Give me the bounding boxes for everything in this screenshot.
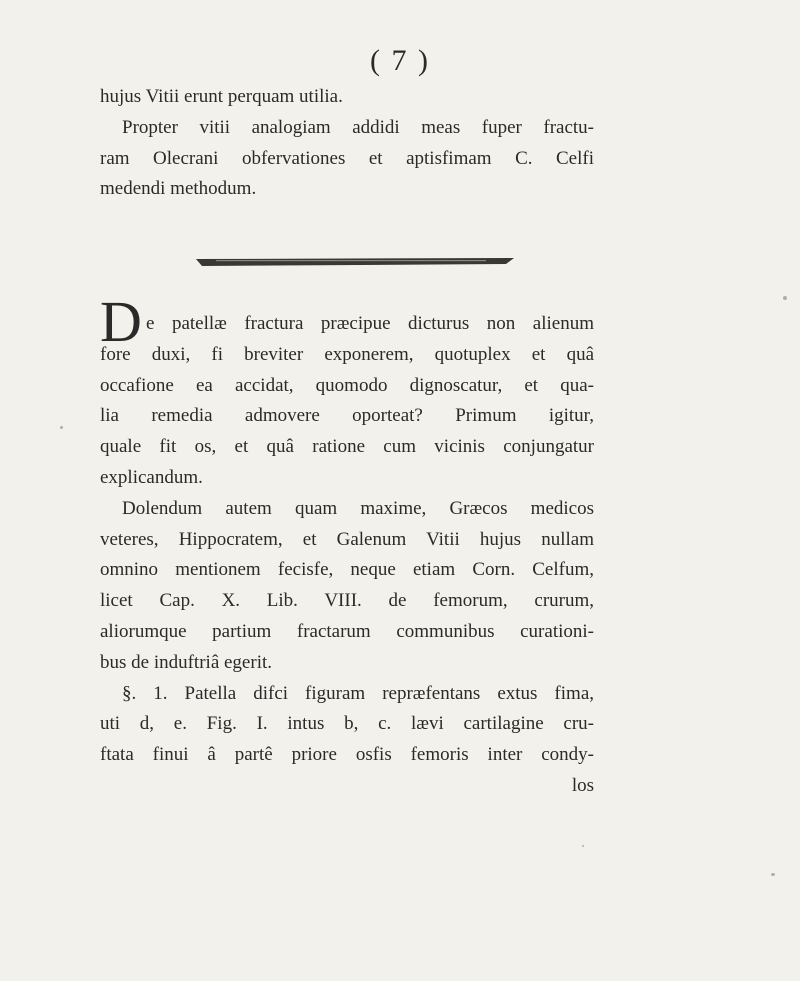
ornamental-rule xyxy=(196,258,514,266)
page-number: ( 7 ) xyxy=(370,44,430,77)
text-line: e patellæ fractura præcipue dicturus non alienum xyxy=(146,313,594,334)
text-line: explicandum. xyxy=(100,466,203,488)
text-line: occafione ea accidat, quomodo dignoscatur, et qua- xyxy=(100,374,594,396)
drop-cap: D xyxy=(100,289,142,354)
paper-speck xyxy=(771,873,775,876)
paper-speck xyxy=(582,845,584,847)
text-line: hujus Vitii erunt perquam utilia. xyxy=(100,86,343,107)
text-line: ram Olecrani obfervationes et aptisfimam C. Celfi xyxy=(100,147,594,169)
paper-speck xyxy=(783,296,787,300)
text-line: aliorumque partium fractarum communibus curationi- xyxy=(100,620,594,642)
text-line: quale fit os, et quâ ratione cum vicinis conjungatur xyxy=(100,436,594,458)
text-line: ftata finui â partê priore osfis femoris inter condy- xyxy=(100,744,594,766)
text-line: veteres, Hippocratem, et Galenum Vitii hujus nullam xyxy=(100,528,594,550)
text-line: uti d, e. Fig. I. intus b, c. lævi cartilagine cru- xyxy=(100,713,594,735)
main-paragraph xyxy=(100,309,594,802)
text-line: Dolendum autem quam maxime, Græcos medicos xyxy=(122,497,594,519)
paper-speck xyxy=(60,426,63,429)
text-line: medendi methodum. xyxy=(100,178,257,200)
text-line: omnino mentionem fecisfe, neque etiam Corn. Celfum, xyxy=(100,559,594,581)
catchword: los xyxy=(571,774,594,796)
text-line: licet Cap. X. Lib. VIII. de femorum, crurum, xyxy=(100,590,594,612)
text-line: Propter vitii analogiam addidi meas fuper fractu- xyxy=(122,116,594,138)
text-line: lia remedia admovere oporteat? Primum igitur, xyxy=(100,405,594,427)
intro-paragraph xyxy=(100,82,594,205)
text-line: §. 1. Patella difci figuram repræfentans extus fima, xyxy=(122,682,594,704)
text-line: fore duxi, fi breviter exponerem, quotuplex et quâ xyxy=(100,343,594,365)
text-line: bus de induftriâ egerit. xyxy=(100,651,273,673)
